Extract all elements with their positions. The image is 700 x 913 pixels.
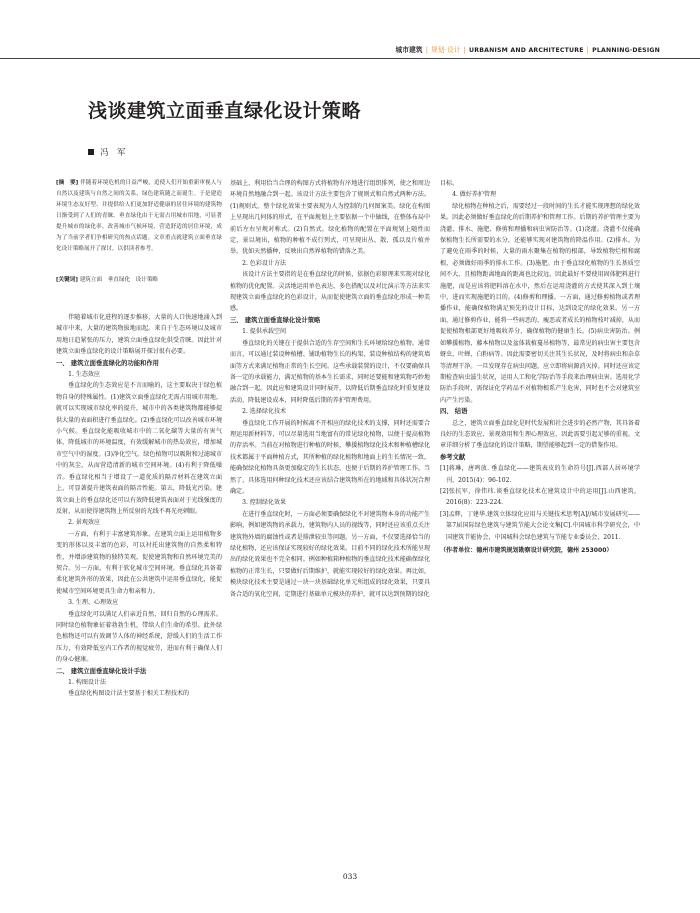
subsection-heading: 2. 色彩设计方法 <box>242 259 287 267</box>
keywords-label: [关键词] <box>56 277 78 283</box>
paragraph: 一方面，有利于丰富建筑形象。在建筑立面上运用植物多变的形体以及丰富的色彩，可以衬托出建筑物的自然柔和特性，并增添建筑物的独特美观，促使建筑物和自然环境完美的契合。另一方面，有利于软化城市空间环境。垂直绿化具备着柔化建筑外形的效果，因此在公共建筑中运用垂直绿化，能促使城市空间环境更具生命力和亲和力。 <box>56 530 222 595</box>
subsection-heading: 2. 景观效应 <box>68 519 100 527</box>
paragraph: 伴随着城市化进程的逐步推移，大量的人口快速地涌入到城市中来，大量的建筑物拔地而起。来自于生态环境以及城市用地日趋紧张的压力，建筑立面垂直绿化供受青睐。因此针对建筑立面垂直绿化的设计策略展开探讨很有必要。 <box>56 314 222 356</box>
subsection-heading: 1. 提供承载空间 <box>242 328 287 336</box>
paragraph: 在进行垂直绿化时，一方面必须要确保绿化不对建筑物本身的功能产生影响，例如建筑物的承载力，建筑物内人员的视线等，同时还应该重点关注建筑物外墙的腐蚀性或者是排泄较虫等问题。另一方面，不仅要选择恰当的绿化植物，还应该保证实现较好的绿化效果。目前不同的绿化技术所能呈现出的绿化效果也不完全相同。例如种植箱种植物的垂直绿化技术能确保绿化植物的正常生长，只要做好后期维护，就能实现较好的绿化效果。再比如，模块绿化技术主要是通过一块一块基础绿化单元所组成的绿化效果，只要具备合适的氧化空间，定期进行基础单元模块的养护，就可以达到预期的绿化 <box>230 510 430 598</box>
author-affiliation: （作者单位：德州市建筑规划勘察设计研究院，德州 253000） <box>440 547 613 554</box>
section-heading: 一、 建筑立面垂直绿化的功能和作用 <box>56 359 159 367</box>
running-header: 城市建筑 | 规划·设计 | URBANISM AND ARCHITECTURE | PLANNING·DESIGN <box>395 46 660 54</box>
reference-item: [2]张抗军，徐伟玮.谈垂直绿化技术在建筑设计中的运用[J].山西建筑，2016(8)：223-224. <box>440 487 640 507</box>
header-rule <box>0 58 700 59</box>
article-title: 浅谈建筑立面垂直绿化设计策略 <box>88 100 362 122</box>
paragraph: 垂直绿化可以满足人们亲近自然、回归自然的心理需求。同时绿色植物象征着勃勃生机，带给人们生命的希望。此外绿色植物还可以有效调节人体的神经系统，舒缓人们的生活工作压力，有效降低室内工作者的视觉疲劳，进而有利于确保人们的身心健康。 <box>56 610 222 664</box>
column-1 <box>56 178 222 700</box>
paragraph: 基础上，利用恰当合理的构图方式将植物有序地进行组织排列，使之和周边环境自然地融合到一起。该设计方法主要包含了规则式和自然式两种方法。(1)规则式。整个绿化效果主要表现为人为控制的几何图案美。绿化在构图上呈现出几何体的形式，在平面规划上主要依据一个中轴线，在整体布局中前后左右呈规对称式。(2)自然式。绿化植物的配置在平面规划上随性而定，景以境出，植物的种植不成行列式，可呈现出丛、散、孤以及片植并举，犹如天然播种，反映出自然界植物的错落之美。 <box>230 180 430 256</box>
paragraph: 该设计方法主要指的是在垂直绿化的时候，依据色彩原理来实现对绿化植物的优化配置。灵活地运用单色表达、多色搭配以及对比演示等方法来实现建筑立面垂直绿化的色彩设计，从而促使建筑立面的垂直绿化形成一种美感。 <box>230 271 430 313</box>
abstract-text: 伴随着环境危机的日益严峻，追使人们开始重新审视人与自然以及建筑与自然之间的关系，绿色建筑随之而诞生。于是建造环境生态友好型、并提供给人们更加舒适健康的居住环境的建筑物日渐受到了人们的青睐。垂直绿化由于无需占用城市用地，可显著提升城市的绿化率、改善城市气候环境、营造舒适的居住环境，成为了当前学者们争相研究的热点话题。文章重点就建筑立面垂直绿化设计策略展开了探讨，以供读者参考。 <box>56 180 222 252</box>
section-heading: 二、 建筑立面垂直绿化设计手法 <box>56 667 147 675</box>
subsection-heading: 3. 控制绿化效果 <box>242 499 287 507</box>
author-line <box>88 146 126 158</box>
subsection-heading: 2. 选择绿化技术 <box>242 408 287 416</box>
subsection-heading: 1. 构图设计法 <box>68 679 107 686</box>
paragraph: 目标。 <box>440 180 459 187</box>
header-section: 规划·设计 <box>431 46 461 54</box>
header-journal: 城市建筑 <box>395 46 423 54</box>
reference-item: [3]孟辉，丁建华.建筑立体绿化应用与关键技术思考[A]//城市发展研究——第7届国际绿色建筑与建筑节能大会论文集[C].中国城市科学研究会，中国建筑节能协会，中国城科会绿色建筑与节能专业委员会，2011. <box>440 510 640 541</box>
section-heading: 三、 建筑立面垂直绿化设计策略 <box>230 316 321 324</box>
paragraph: 垂直绿化的关键在于提供合适的生存空间和生长环境给绿色植物。通常而言，可以通过装设种植槽、铺助植物生长的构架、装设种植结构的建筑墙面等方式来满足植物正常的生长空间。这些承载装置的设计，不仅要确保具备一定的承载能力，满足植物的基本生长需求，同时还要能和建筑物巧妙地融合到一起。因此应和建筑设计同时展开，以降低后期垂直绿化时重复建设活动，降低建设成本，同时降低后期的养护管理费用。 <box>230 339 430 404</box>
keywords-text: 建筑立面 垂直绿化 设计策略 <box>79 277 159 283</box>
paragraph: 垂直绿化构图设计法主要基于相关工程技术的 <box>68 690 190 698</box>
abstract-label: [摘 要] <box>56 180 79 186</box>
section-heading: 四、 结语 <box>440 408 468 416</box>
header-en-journal: URBANISM AND ARCHITECTURE <box>469 47 584 54</box>
abstract <box>56 178 222 255</box>
keywords <box>56 275 222 286</box>
column-2 <box>230 178 430 600</box>
page-number: 033 <box>342 872 358 881</box>
paragraph: 总之，建筑立面垂直绿化是时代发展和社会进步的必然产物，其具备着良好的生态效应、景观效用和生理心理效应，因此需要引起足够的重视。文章详细分析了垂直绿化的设计策略，期望能够起到一定的借鉴作用。 <box>440 419 640 450</box>
square-bullet-icon <box>88 149 94 155</box>
reference-item: [1]蒋琳，唐鸣放. 垂直绿化——建筑表皮的生命符号[J].西部人居环境学刊，2015(4)：96-102. <box>440 465 640 484</box>
column-3 <box>440 178 640 556</box>
references-heading: 参考文献 <box>440 453 466 461</box>
header-en-section: PLANNING·DESIGN <box>592 47 660 54</box>
paragraph: 绿化植物在种植之后，需要经过一段时间的生长才能实现理想的绿化效果。因此必须做好垂直绿化的后期养护和管理工作。后期的养护管理主要为浇灌、排水、施肥、修剪和理播和病虫害防治等。(1)浇灌。浇灌不仅能确保植物生长所需要的水分，还能够实现对建筑物的降温作用。(2)排水。为了避免在雨季的时候，大量的雨水聚集在植物的根部，导致植物烂根和腐根，必须做好雨季的排水工作。(3)施肥。由于垂直绿化植物的生长基质空间不大，且植物距离地面的距离也比较远。因此最好不要使用固体肥料进行施肥，而是应该将肥料溶在水中，然后在运用浇灌的方式使其深入到土壤中，进而实现施肥的目的。(4)修剪和理播。一方面，通过修剪植物或者理播作业，能确保植物满足预先的设计目标，达到设定的绿化效果。另一方面，通过修剪作业，能将一些病恶的、瘦恶或者成长的植物枝叶减掉，从而促使植物根部更好地吸收养分，确保植物的健康生长。(5)病虫害防治。例如攀援植物、藤本植物以及盆体栽植蔓吊植物等，最常见的病虫害主要包含蚜虫、叶蝉、白粉病等。因此需要密切关注其生长状况，及时将病虫和杂草等清理干净。一旦发现存在病虫问题，应立即将病源消灭掉。同时还应该定期检查病虫滋生状况，运用人工和化学防治等手段来治理病虫害。选用化学防治手段时，需保证化学药品不对植物根系产生危害，同时也不会对建筑室内产生污染。 <box>440 202 640 404</box>
author-name: 冯 军 <box>100 148 126 158</box>
paragraph: 垂直绿化工作开展的时候离不开相应的绿化技术的支撑，同时还需要合理运用新材料等，可以尽量选用当地富有的常见绿化植物，以便于提高植物的存活率。当前在对植物进行种植的时候，攀援植物绿化技术和种植槽绿化技术都属于平面种植方式，其所种植的绿化植物和地面上的生长情况一致，能确保绿化植物具备更加稳定的生长状态，也便于后期的养护管理工作。当然了，具体选用何种绿化技术还应该结合建筑物所在的地域和具体状况合理确定。 <box>230 419 430 495</box>
subsection-heading: 1. 生态效应 <box>68 371 100 379</box>
paragraph: 垂直绿化的生态效应是不言而喻的，这主要取决于绿色植物自身的特殊属性。(1)建筑立面垂直绿化无需占用城市用地，就可以实现城市绿化率的提升，城市中的各类建筑物都能够提供大量的表面积进行垂直绿化。(2)垂直绿化可以改善城市环境小气候。垂直绿化能吸收城市中的二氧化碳等大量的有害气体，降低城市的环境温度，有效缓解城市的热岛效应，增加城市空气中的湿度。(3)净化空气。绿色植物可以吸附和过滤城市中的灰尘，从而营造清新的城市空间环境。(4)有利于降低噪音。垂直绿化相当于增设了一道优质的隔音材料在建筑立面上，可显著提升建筑表面的隔音性能。第五，降低光污染。建筑立面上的垂直绿化还可以有效降低建筑表面对于光线强度的反射，从而使得建筑物上所反射的光线不再光亮刺眼。 <box>56 382 222 515</box>
subsection-heading: 4. 做好养护管理 <box>452 191 497 199</box>
subsection-heading: 3. 生理、心理效应 <box>68 599 119 607</box>
